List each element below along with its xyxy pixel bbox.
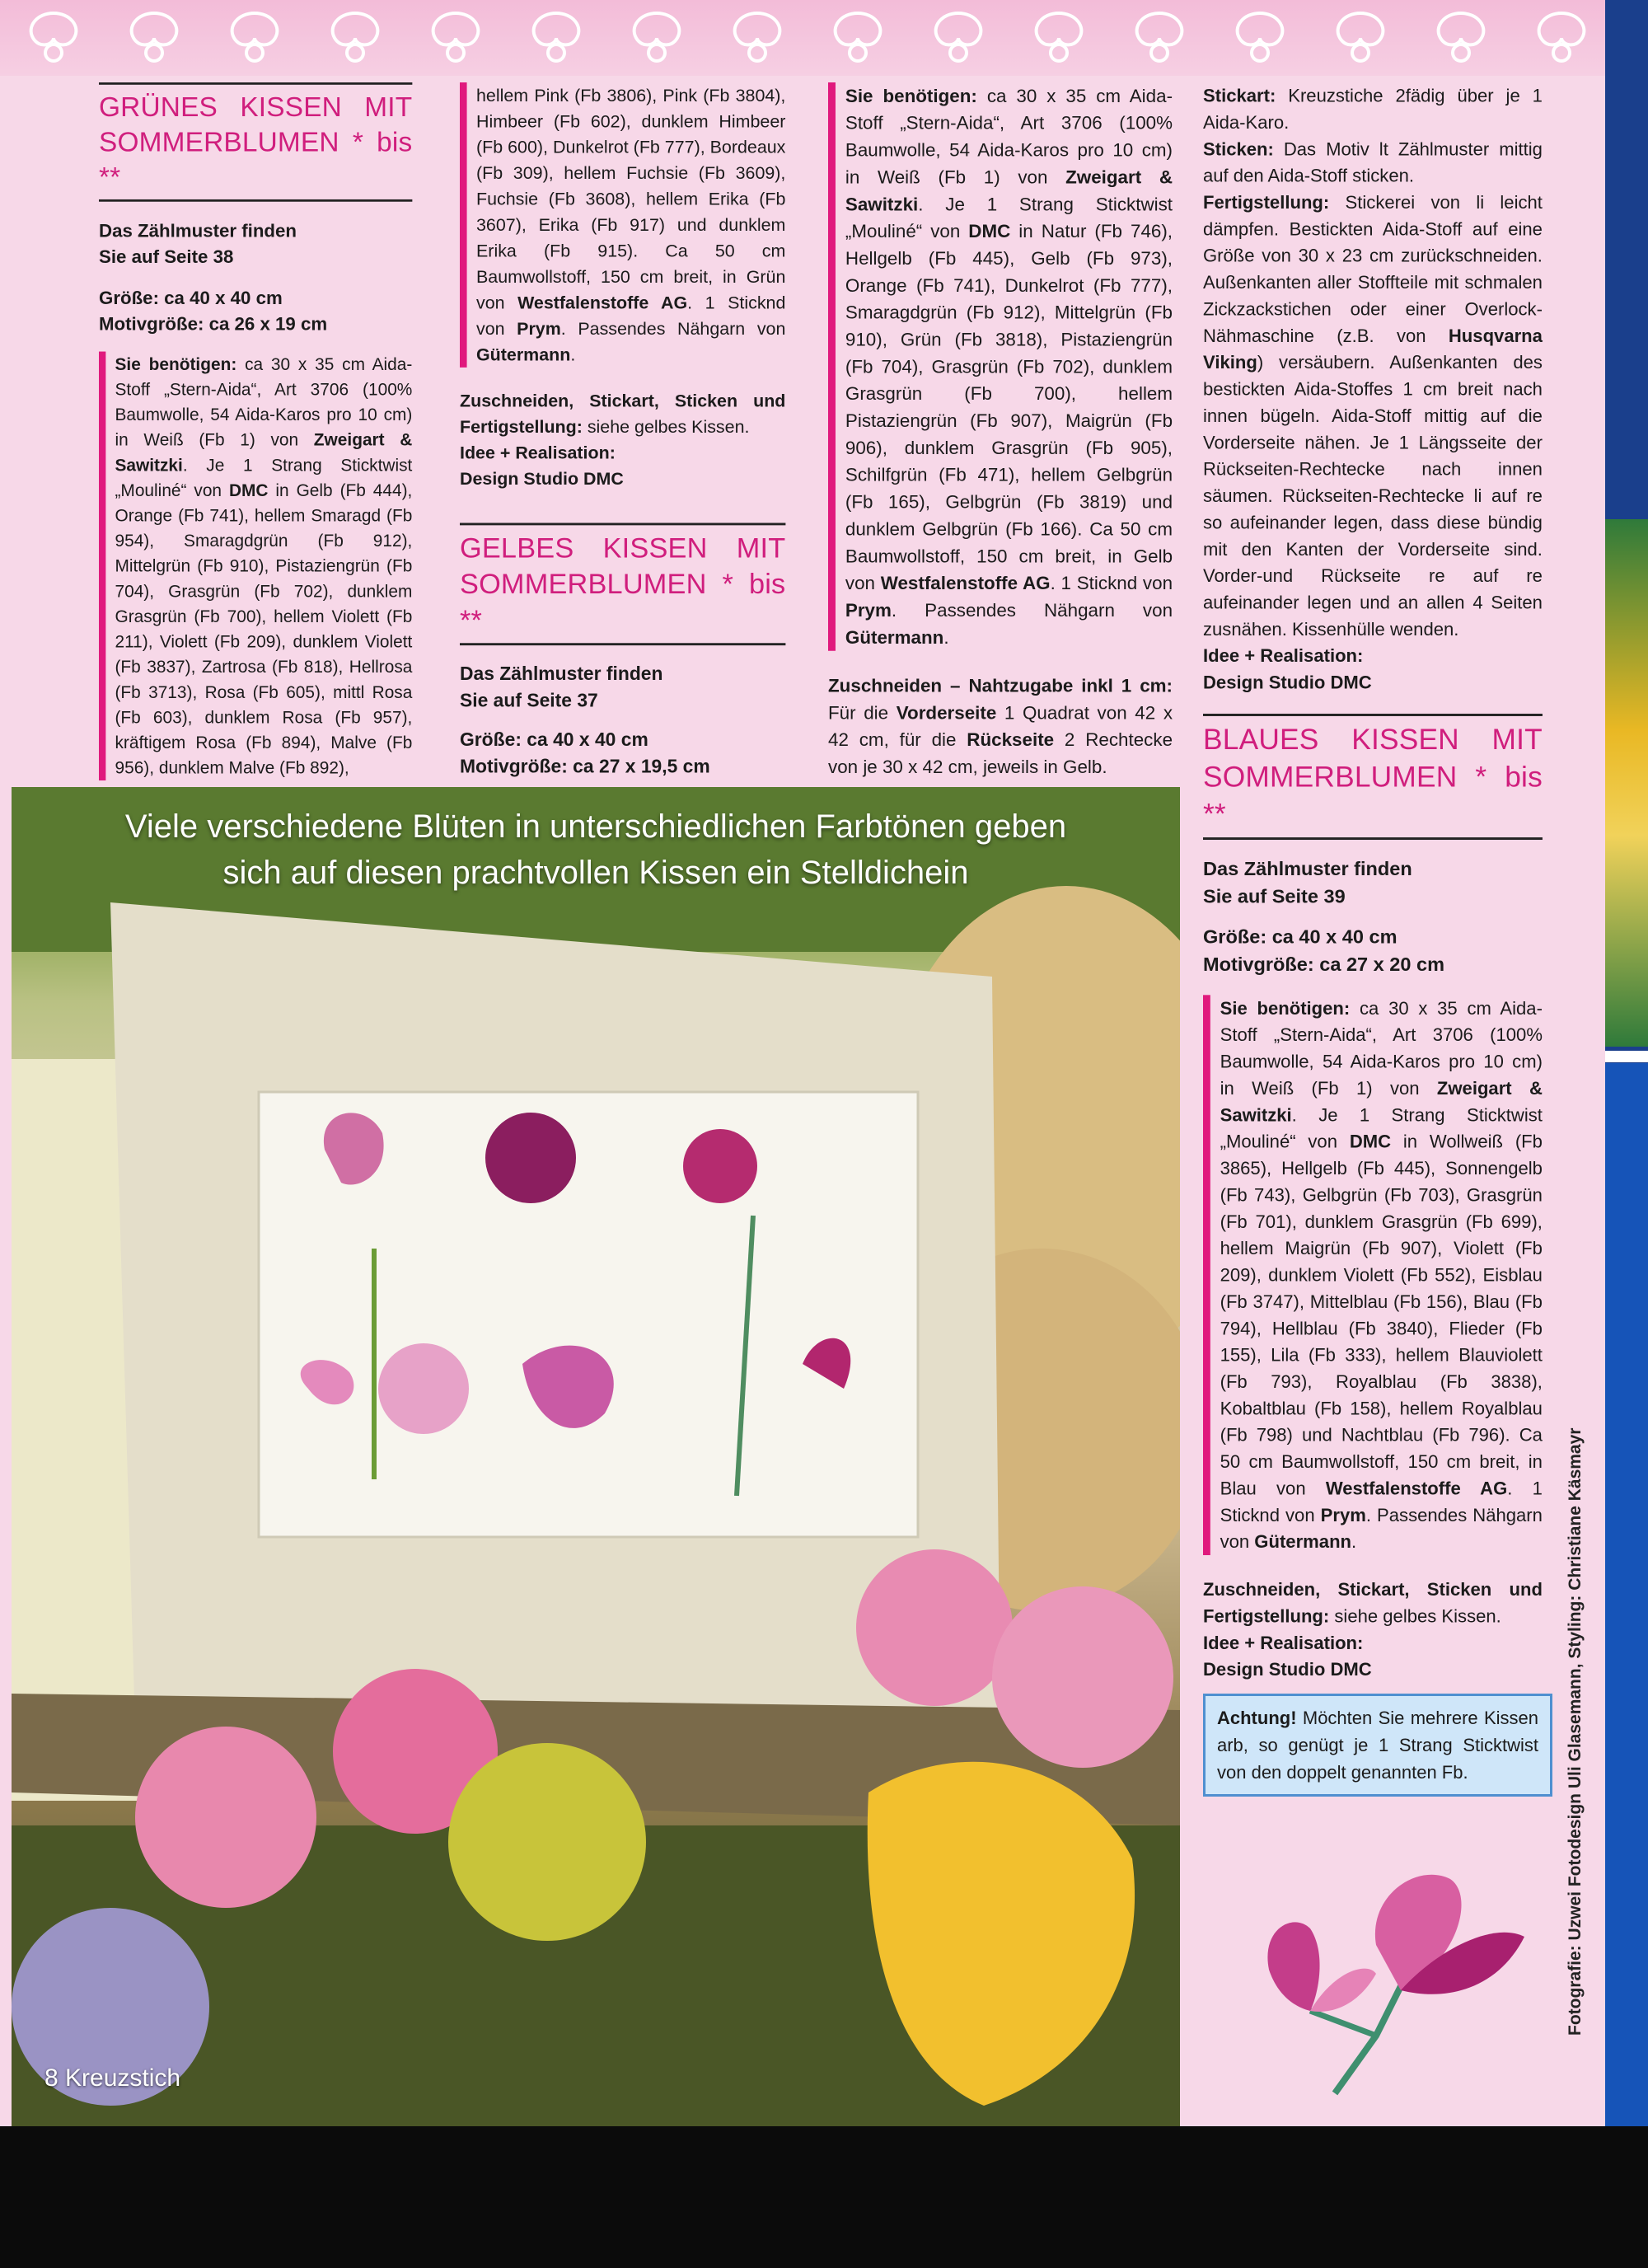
brand-name: Zweigart & Sawitzki: [115, 430, 413, 475]
note-box: [1203, 1694, 1552, 1797]
brand-name: Prym: [1320, 1505, 1366, 1525]
caption-line2: sich auf diesen prachtvollen Kissen ein Stelldichein: [222, 855, 969, 891]
finish-text: ) versäubern. Außenkanten des bestickten Aida-Stoffes 1 cm breit nach innen bügeln. Aida-Stoff mittig auf die Vorderseite nähen. Je 1 Längsseite der Rückseiten-Rechtecke nach innen säumen. Rückseiten-Rechtecke li auf re so aufeinander legen, dass diese bündig mit den Kanten der Vorderseite sind. Vorder-und Rückseite re auf re aufeinander legen und an allen 4 Seiten zusnähen. Kissenhülle wenden.: [1203, 352, 1543, 640]
idea-value: Design Studio DMC: [460, 468, 624, 489]
materials-text: . Je 1 Strang Sticktwist „Mouliné“ von: [1220, 1104, 1543, 1152]
size-line: Größe: ca 40 x 40 cm: [460, 729, 648, 751]
brand-name: Prym: [517, 318, 561, 339]
pattern-ref-line2: Sie auf Seite 38: [99, 246, 234, 268]
brand-name: Westfalenstoffe AG: [1325, 1478, 1508, 1499]
pillow-photo: [12, 787, 1180, 2126]
lace-ornament-icon: [218, 7, 292, 69]
instruction-label: Zuschneiden, Stickart, Sticken und Fertigstellung:: [1203, 1579, 1543, 1627]
finish-text: Stickerei von li leicht dämpfen. Bestickten Aida-Stoff auf eine Größe von 30 x 23 cm zurückschneiden. Außenkanten aller Stoffteile mit schmalen Zickzackstichen oder einer Overlock-Nähmaschine (z.B. von: [1203, 192, 1543, 346]
materials-text: .: [943, 626, 949, 648]
idea-value: Design Studio DMC: [1203, 672, 1372, 693]
pattern-ref-line1: Das Zählmuster finden: [460, 663, 663, 685]
motif-size-line: Motivgröße: ca 26 x 19 cm: [99, 314, 328, 335]
lace-ornament-icon: [318, 7, 392, 69]
next-page-edge: [1605, 0, 1648, 2126]
lace-ornament-icon: [821, 7, 895, 69]
brand-name: Westfalenstoffe AG: [880, 573, 1051, 594]
materials-text: .: [570, 344, 576, 365]
column-yellow-materials: [828, 82, 1173, 780]
materials-text: ca 30 x 35 cm Aida-Stoff „Stern-Aida“, Art 3706 (100% Baumwolle, 54 Aida-Karos pro 10 cm) in Weiß (Fb 1) von: [115, 354, 413, 450]
materials-label: Sie benötigen:: [115, 354, 237, 374]
brand-name: Zweigart & Sawitzki: [845, 166, 1173, 215]
photo-illustration: [12, 787, 1180, 2126]
materials-text: hellem Pink (Fb 3806), Pink (Fb 3804), Himbeer (Fb 602), dunklem Himbeer (Fb 600), Dunkelrot (Fb 777), Bordeaux (Fb 309), hellem Fuchsie (Fb 3609), Fuchsie (Fb 3608), hellem Erika (Fb 3607), Erika (Fb 917) und dunklem Erika (Fb 915). Ca 50 cm Baumwollstoff, 150 cm breit, in Grün von: [476, 85, 786, 313]
materials-block: [1203, 995, 1543, 1555]
front-label: Vorderseite: [896, 702, 997, 724]
lace-ornament-icon: [1424, 7, 1498, 69]
column-yellow-pillow: [460, 82, 785, 780]
materials-text: . Passendes Nähgarn von: [560, 318, 786, 339]
brand-name: DMC: [228, 480, 269, 500]
materials-text: . Passendes Nähgarn von: [891, 600, 1173, 621]
cut-text: Für die: [828, 702, 897, 724]
lace-ornament-icon: [1323, 7, 1398, 69]
brand-name: Westfalenstoffe AG: [517, 293, 688, 313]
materials-text: ca 30 x 35 cm Aida-Stoff „Stern-Aida“, Art 3706 (100% Baumwolle, 54 Aida-Karos pro 10 cm) in Weiß (Fb 1) von: [845, 85, 1173, 188]
column-green-pillow: [99, 82, 412, 780]
magazine-name: Kreuzstich: [65, 2064, 181, 2092]
difficulty-stars: * bis **: [1203, 759, 1543, 831]
instruction-label: Zuschneiden, Stickart, Sticken und Fertigstellung:: [460, 391, 786, 437]
materials-label: Sie benötigen:: [1220, 998, 1351, 1019]
cut-text: 1 Quadrat von 42 x 42 cm, für die: [828, 702, 1173, 751]
note-text: Möchten Sie mehrere Kissen arb, so genügt je 1 Strang Sticktwist von den doppelt genannten Fb.: [1217, 1708, 1538, 1783]
lace-ornament-icon: [620, 7, 694, 69]
page-footer: [44, 2064, 180, 2092]
materials-text: . Je 1 Strang Sticktwist „Mouliné“ von: [845, 194, 1173, 242]
photo-caption: [12, 804, 1180, 896]
pattern-ref-line2: Sie auf Seite 39: [1203, 885, 1346, 908]
brand-name: Zweigart & Sawitzki: [1220, 1078, 1543, 1126]
pattern-ref-line2: Sie auf Seite 37: [460, 690, 598, 712]
materials-text: ca 30 x 35 cm Aida-Stoff „Stern-Aida“, Art 3706 (100% Baumwolle, 54 Aida-Karos pro 10 cm) in Weiß (Fb 1) von: [1220, 998, 1543, 1099]
magnolia-cross-stitch-icon: [1211, 1846, 1557, 2110]
heading-text: BLAUES KISSEN MIT SOMMERBLUMEN: [1203, 722, 1543, 794]
lace-ornament-icon: [419, 7, 493, 69]
heading-text: GELBES KISSEN MIT SOMMERBLUMEN: [460, 531, 786, 600]
edge-divider: [1605, 1051, 1648, 1062]
caption-line1: Viele verschiedene Blüten in unterschiedlichen Farbtönen geben: [124, 808, 1067, 845]
brand-name: DMC: [968, 221, 1011, 242]
finish-label: Fertigstellung:: [1203, 192, 1330, 213]
size-line: Größe: ca 40 x 40 cm: [1203, 925, 1398, 949]
materials-text: in Natur (Fb 746), Hellgelb (Fb 445), Gelb (Fb 973), Orange (Fb 741), Dunkelrot (Fb 777), Smaragdgrün (Fb 912), Mittelgrün (Fb 910), Grün (Fb 3818), Pistaziengrün (Fb 704), Grasgrün (Fb 702), dunklem Grasgrün (Fb 700), hellem Pistaziengrün (Fb 907), Maigrün (Fb 906), dunklem Grasgrün (Fb 905), Schilfgrün (Fb 471), hellem Gelbgrün (Fb 165), Gelbgrün (Fb 3819) und dunklem Gelbgrün (Fb 166). Ca 50 cm Baumwollstoff, 150 cm breit, in Gelb von: [845, 221, 1173, 594]
materials-label: Sie benötigen:: [845, 85, 977, 106]
difficulty-stars: * bis **: [99, 125, 413, 193]
heading-blue-pillow: [1203, 714, 1543, 840]
brand-name: Gütermann: [476, 344, 571, 365]
lace-ornament-icon: [1524, 7, 1599, 69]
brand-name: Prym: [845, 600, 892, 621]
lace-ornament-icon: [921, 7, 995, 69]
lace-border: [0, 0, 1605, 76]
idea-label: Idee + Realisation:: [1203, 1633, 1364, 1653]
edge-photo: [1605, 519, 1648, 1047]
materials-text: . 1 Sticknd von: [1220, 1478, 1543, 1525]
lace-ornament-icon: [1223, 7, 1297, 69]
heading-text: GRÜNES KISSEN MIT SOMMERBLUMEN: [99, 91, 413, 157]
heading-yellow-pillow: [460, 522, 785, 645]
materials-text: .: [1351, 1531, 1357, 1553]
materials-text: . Passendes Nähgarn von: [1220, 1505, 1543, 1553]
back-label: Rückseite: [967, 729, 1055, 751]
pattern-ref-line1: Das Zählmuster finden: [99, 220, 297, 241]
brand-name: Husqvarna Viking: [1203, 326, 1543, 373]
column-blue-pillow: [1203, 82, 1543, 1683]
page-number: 8: [44, 2064, 59, 2092]
idea-value: Design Studio DMC: [1203, 1659, 1372, 1680]
embroider-text: Das Motiv lt Zählmuster mittig auf den Aida-Stoff sticken.: [1203, 138, 1543, 186]
brand-name: DMC: [1349, 1132, 1392, 1152]
lace-ornament-icon: [117, 7, 191, 69]
brand-name: Gütermann: [845, 626, 944, 648]
brand-name: Gütermann: [1254, 1531, 1352, 1553]
lace-ornament-icon: [1022, 7, 1096, 69]
materials-text: . Je 1 Strang Sticktwist „Mouliné“ von: [115, 455, 413, 500]
lace-ornament-icon: [16, 7, 91, 69]
motif-size-line: Motivgröße: ca 27 x 20 cm: [1203, 954, 1445, 976]
instruction-text: siehe gelbes Kissen.: [1329, 1605, 1501, 1627]
materials-text: . 1 Sticknd von: [1050, 573, 1173, 594]
size-line: Größe: ca 40 x 40 cm: [99, 288, 283, 309]
materials-block: [828, 82, 1173, 651]
idea-label: Idee + Realisation:: [460, 443, 616, 463]
pattern-ref-line1: Das Zählmuster finden: [1203, 858, 1412, 881]
materials-text: in Gelb (Fb 444), Orange (Fb 741), hellem Smaragd (Fb 954), Smaragdgrün (Fb 912), Mittelgrün (Fb 910), Pistaziengrün (Fb 704), Grasgrün (Fb 702), dunklem Grasgrün (Fb 700), hellem Violett (Fb 211), Violett (Fb 209), dunklem Violett (Fb 3837), Zartrosa (Fb 818), Hellrosa (Fb 3713), Rosa (Fb 605), mittl Rosa (Fb 603), dunklem Rosa (Fb 957), kräftigem Rosa (Fb 894), Malve (Fb 956), dunklem Malve (Fb 892),: [115, 480, 413, 778]
note-label: Achtung!: [1217, 1708, 1297, 1728]
cut-text: 2 Rechtecke von je 30 x 42 cm, jeweils in Gelb.: [828, 729, 1173, 778]
lace-ornament-icon: [519, 7, 593, 69]
lace-ornament-icon: [720, 7, 794, 69]
lace-ornament-icon: [1122, 7, 1196, 69]
photo-credit: Fotografie: Uzwei Fotodesign Uli Glasemann, Styling: Christiane Käsmayr: [1566, 1427, 1585, 2036]
edge-blue: [1605, 1063, 1648, 2126]
stitch-text: Kreuzstiche 2fädig über je 1 Aida-Karo.: [1203, 85, 1543, 133]
cut-label: Zuschneiden – Nahtzugabe inkl 1 cm:: [828, 675, 1173, 696]
heading-green-pillow: [99, 82, 412, 202]
stitch-label: Stickart:: [1203, 85, 1276, 106]
idea-label: Idee + Realisation:: [1203, 645, 1364, 667]
materials-continued: [460, 82, 785, 368]
materials-text: . 1 Sticknd von: [476, 293, 786, 339]
materials-text: in Wollweiß (Fb 3865), Hellgelb (Fb 445), Sonnengelb (Fb 743), Gelbgrün (Fb 703), Grasgrün (Fb 701), dunklem Grasgrün (Fb 699), hellem Maigrün (Fb 907), Violett (Fb 209), dunklem Violett (Fb 552), Eisblau (Fb 3747), Mittelblau (Fb 156), Blau (Fb 794), Hellblau (Fb 3840), Flieder (Fb 155), Lila (Fb 333), hellem Blauviolett (Fb 793), Royalblau (Fb 3838), Kobaltblau (Fb 158), hellem Royalblau (Fb 798) und Nachtblau (Fb 796). Ca 50 cm Baumwollstoff, 150 cm breit, in Blau von: [1220, 1132, 1543, 1499]
difficulty-stars: * bis **: [460, 567, 786, 636]
instruction-text: siehe gelbes Kissen.: [582, 416, 750, 437]
materials-block: [99, 352, 412, 780]
motif-size-line: Motivgröße: ca 27 x 19,5 cm: [460, 756, 710, 778]
embroider-label: Sticken:: [1203, 138, 1274, 160]
